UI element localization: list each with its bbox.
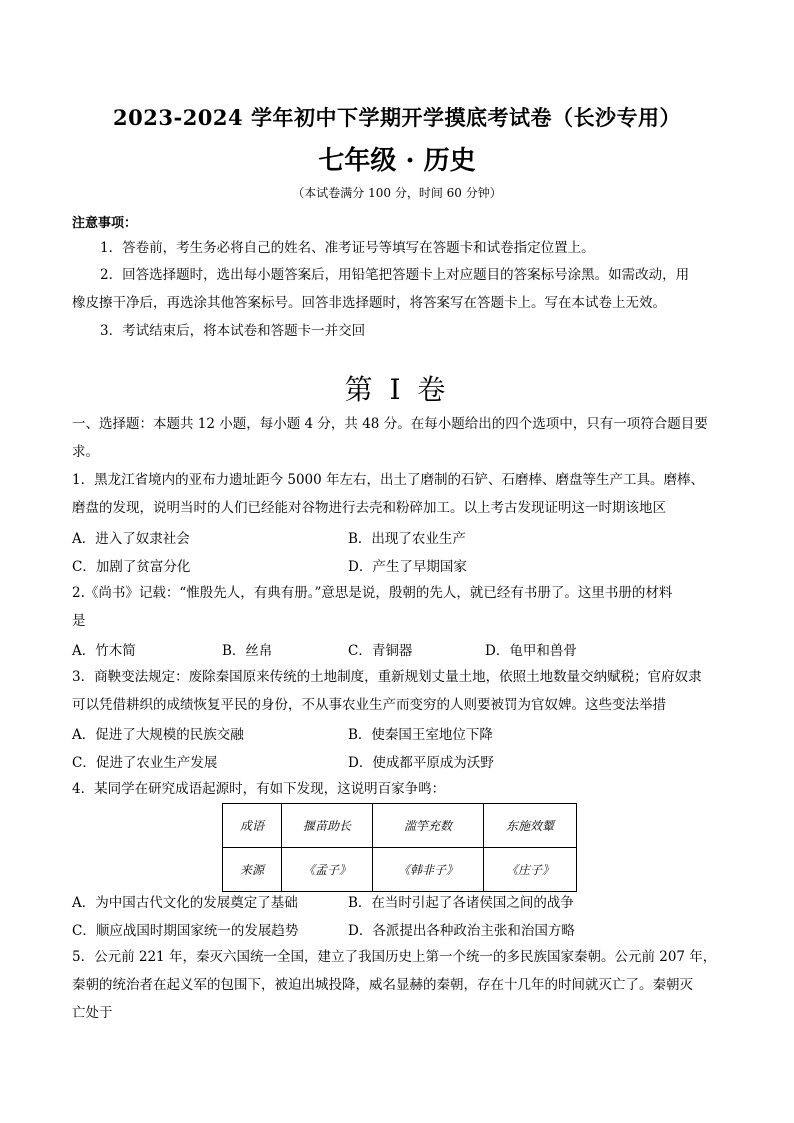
- notice-item: 橡皮擦干净后，再选涂其他答案标号。回答非选择题时，将答案写在答题卡上。写在本试卷上无效。: [72, 295, 666, 311]
- table-row: [223, 804, 577, 848]
- question-stem: 3．商鞅变法规定：废除秦国原来传统的土地制度，重新规划丈量土地，依照土地数量交纳赋税；官府奴隶: [72, 669, 702, 685]
- table-cell: 《孟子》: [282, 848, 373, 892]
- table-cell: 揠苗助长: [282, 804, 373, 848]
- question-stem: 磨盘的发现，说明当时的人们已经能对谷物进行去壳和粉碎加工。以上考古发现证明这一时期该地区: [72, 500, 666, 516]
- notice-item: 2．回答选择题时，选出每小题答案后，用铅笔把答题卡上对应题目的答案标号涂黑。如需改动，用: [100, 267, 690, 283]
- option-c: C．促进了农业生产发展: [72, 755, 218, 771]
- option-b: B．出现了农业生产: [348, 531, 466, 547]
- section-intro: 一、选择题：本题共 12 小题，每小题 4 分，共 48 分。在每小题给出的四个选项中，只有一项符合题目要: [72, 416, 708, 432]
- table-cell: 《庄子》: [484, 848, 577, 892]
- question-stem: 5．公元前 221 年，秦灭六国统一全国，建立了我国历史上第一个统一的多民族国家秦朝。公元前 207 年，: [72, 949, 717, 965]
- notice-heading: 注意事项：: [72, 216, 138, 231]
- question-stem: 是: [72, 613, 86, 629]
- table-cell: 来源: [223, 848, 282, 892]
- section-title: 第 I 卷: [344, 373, 450, 406]
- question-stem: 可以凭借耕织的成绩恢复平民的身份，不从事农业生产而变穷的人则要被罚为官奴婢。这些变法举措: [72, 697, 666, 713]
- exam-title: 2023-2024 学年初中下学期开学摸底考试卷（长沙专用）: [113, 105, 681, 130]
- option-d: D．产生了早期国家: [348, 559, 467, 575]
- question-stem: 亡处于: [72, 1005, 113, 1021]
- table-cell: 东施效颦: [484, 804, 577, 848]
- table-cell: 成语: [223, 804, 282, 848]
- question-stem: 4．某同学在研究成语起源时，有如下发现，这说明百家争鸣：: [72, 781, 446, 797]
- option-d: D．各派提出各种政治主张和治国方略: [348, 923, 575, 939]
- notice-item: 3．考试结束后，将本试卷和答题卡一并交回: [100, 323, 366, 339]
- option-c: C．青铜器: [348, 643, 413, 659]
- option-d: D．龟甲和兽骨: [485, 643, 577, 659]
- notice-item: 1．答卷前，考生务必将自己的姓名、准考证号等填写在答题卡和试卷指定位置上。: [100, 240, 595, 256]
- option-b: B．丝帛: [222, 643, 273, 659]
- question-stem: 2.《尚书》记载：“惟殷先人，有典有册。”意思是说，殷朝的先人，就已经有书册了。这里书册的材料: [72, 585, 673, 601]
- option-d: D．使成都平原成为沃野: [348, 755, 494, 771]
- idiom-source-table: [222, 803, 577, 892]
- section-intro: 求。: [72, 444, 99, 460]
- option-b: B．在当时引起了各诸侯国之间的战争: [348, 895, 574, 911]
- table-row: [223, 848, 577, 892]
- option-c: C．顺应战国时期国家统一的发展趋势: [72, 923, 299, 939]
- option-a: A．促进了大规模的民族交融: [72, 727, 244, 743]
- question-stem: 秦朝的统治者在起义军的包围下，被迫出城投降，威名显赫的秦朝，存在十几年的时间就灭亡了。秦朝灭: [72, 977, 693, 993]
- exam-note: （本试卷满分 100 分，时间 60 分钟）: [292, 186, 502, 200]
- table-cell: 滥竽充数: [373, 804, 484, 848]
- question-stem: 1．黑龙江省境内的亚布力遗址距今 5000 年左右，出土了磨制的石铲、石磨棒、磨盘等生产工具。磨棒、: [72, 472, 705, 488]
- table-cell: 《韩非子》: [373, 848, 484, 892]
- option-c: C．加剧了贫富分化: [72, 559, 191, 575]
- option-a: A．为中国古代文化的发展奠定了基础: [72, 895, 298, 911]
- subject-title: 七年级 · 历史: [318, 146, 476, 176]
- option-b: B．使秦国王室地位下降: [348, 727, 493, 743]
- option-a: A．进入了奴隶社会: [72, 531, 190, 547]
- option-a: A．竹木简: [72, 643, 136, 659]
